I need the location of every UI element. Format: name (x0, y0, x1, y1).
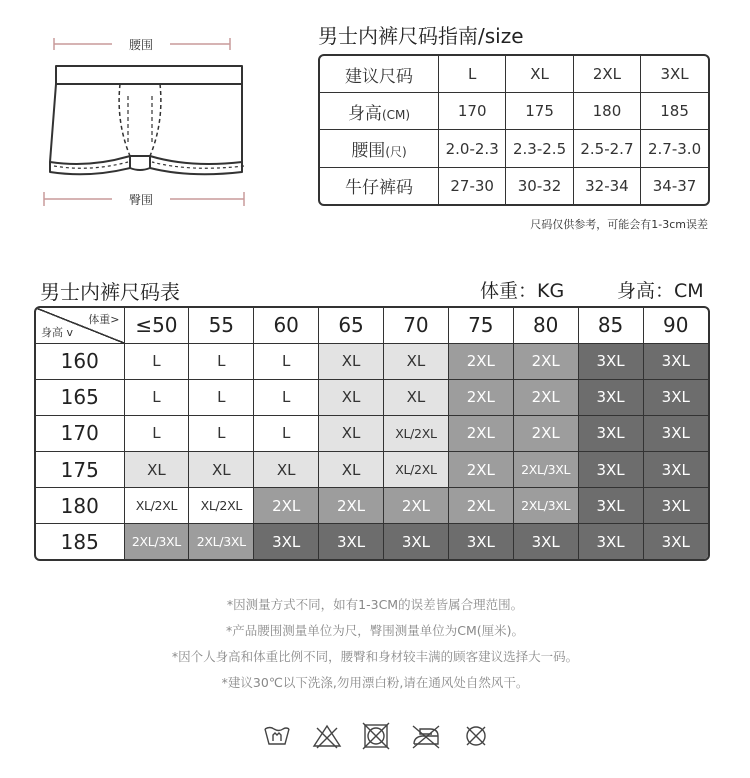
size-cell: 3XL (578, 415, 643, 451)
guide-cell: 2.7-3.0 (641, 130, 708, 167)
size-guide-table (318, 54, 710, 206)
size-table-corner (36, 308, 124, 343)
size-cell: 3XL (384, 524, 449, 559)
size-cell: 3XL (578, 524, 643, 559)
size-cell: 2XL (384, 488, 449, 524)
size-table-row (36, 379, 708, 415)
size-cell: 3XL (448, 524, 513, 559)
size-cell: 3XL (578, 343, 643, 379)
weight-header-cell: ≤50 (124, 308, 189, 343)
size-cell: L (189, 415, 254, 451)
size-cell: 3XL (513, 524, 578, 559)
size-cell: 2XL/3XL (189, 524, 254, 559)
guide-header-cell: 建议尺码 (320, 56, 439, 93)
briefs-icon (50, 66, 244, 174)
guide-cell: 27-30 (439, 167, 506, 204)
note-line: *因测量方式不同，如有1-3CM的误差皆属合理范围。 (226, 597, 524, 612)
size-cell: XL (319, 379, 384, 415)
size-cell: 3XL (643, 452, 708, 488)
size-cell: L (189, 343, 254, 379)
waist-label: 腰围 (128, 38, 154, 52)
size-cell: XL/2XL (189, 488, 254, 524)
size-cell: 2XL (448, 379, 513, 415)
no-tumble-dry-icon (363, 723, 389, 749)
guide-header-cell: 2XL (573, 56, 640, 93)
size-cell: XL (319, 452, 384, 488)
size-table (34, 306, 710, 561)
size-cell: 2XL (448, 343, 513, 379)
weight-header-cell: 60 (254, 308, 319, 343)
size-cell: 2XL (448, 415, 513, 451)
size-cell: XL (319, 343, 384, 379)
size-cell: XL/2XL (384, 415, 449, 451)
guide-row-label: 牛仔裤码 (320, 167, 439, 204)
height-row-label: 180 (36, 488, 124, 524)
note-line: *产品腰围测量单位为尺，臀围测量单位为CM(厘米)。 (225, 623, 525, 638)
height-row-label: 160 (36, 343, 124, 379)
weight-header-cell: 65 (319, 308, 384, 343)
height-row-label: 170 (36, 415, 124, 451)
size-cell: XL (254, 452, 319, 488)
size-cell: L (254, 379, 319, 415)
size-table-row (36, 524, 708, 559)
guide-cell: 32-34 (573, 167, 640, 204)
guide-row-label: 腰围(尺) (320, 130, 439, 167)
size-cell: 3XL (254, 524, 319, 559)
weight-header-cell: 55 (189, 308, 254, 343)
size-table-row (36, 343, 708, 379)
size-cell: 2XL (448, 488, 513, 524)
size-cell: 3XL (643, 415, 708, 451)
size-cell: 3XL (643, 524, 708, 559)
corner-weight-label: 体重> (88, 313, 120, 326)
size-cell: 3XL (578, 488, 643, 524)
size-cell: L (124, 379, 189, 415)
guide-cell: 170 (439, 93, 506, 130)
note-line: *因个人身高和体重比例不同，腰臀和身材较丰满的顾客建议选择大一码。 (171, 649, 579, 664)
hip-label: 臀围 (128, 193, 154, 207)
size-cell: 2XL (513, 415, 578, 451)
size-cell: 3XL (643, 488, 708, 524)
guide-row-label: 身高(CM) (320, 93, 439, 130)
no-iron-icon (413, 726, 439, 748)
no-bleach-icon (314, 726, 340, 748)
corner-height-label: 身高 v (41, 325, 74, 339)
guide-header-row (320, 56, 708, 93)
height-row-label: 165 (36, 379, 124, 415)
guide-header-cell: XL (506, 56, 573, 93)
guide-row-waist (320, 130, 708, 167)
size-cell: L (254, 415, 319, 451)
guide-cell: 2.5-2.7 (573, 130, 640, 167)
size-guide-note: 尺码仅供参考，可能会有1-3cm误差 (530, 218, 708, 231)
guide-cell: 34-37 (641, 167, 708, 204)
size-cell: XL/2XL (124, 488, 189, 524)
underwear-diagram (20, 22, 260, 222)
note-line: *建议30℃以下洗涤,勿用漂白粉,请在通风处自然风干。 (221, 675, 529, 690)
height-unit-label: 身高：CM (617, 280, 704, 302)
guide-cell: 180 (573, 93, 640, 130)
size-guide-title: 男士内裤尺码指南/size (318, 24, 524, 48)
weight-header-cell: 85 (578, 308, 643, 343)
size-table-row (36, 415, 708, 451)
size-cell: XL (124, 452, 189, 488)
size-cell: 2XL/3XL (513, 488, 578, 524)
size-table-header-row (36, 308, 708, 343)
size-cell: 3XL (643, 343, 708, 379)
guide-cell: 2.3-2.5 (506, 130, 573, 167)
guide-row-jeans (320, 167, 708, 204)
size-cell: 2XL (319, 488, 384, 524)
care-notes (0, 592, 750, 696)
height-row-label: 185 (36, 524, 124, 559)
hand-wash-icon (265, 728, 289, 745)
size-cell: 3XL (578, 379, 643, 415)
weight-header-cell: 80 (513, 308, 578, 343)
size-cell: L (124, 415, 189, 451)
size-table-row (36, 452, 708, 488)
weight-header-cell: 70 (384, 308, 449, 343)
guide-row-height (320, 93, 708, 130)
no-dry-clean-icon (467, 727, 485, 745)
size-table-title: 男士内裤尺码表 (40, 280, 180, 304)
size-cell: L (254, 343, 319, 379)
size-cell: 2XL (254, 488, 319, 524)
size-table-row (36, 488, 708, 524)
size-cell: L (189, 379, 254, 415)
weight-header-cell: 90 (643, 308, 708, 343)
guide-header-cell: L (439, 56, 506, 93)
size-cell: XL (319, 415, 384, 451)
weight-unit-label: 体重：KG (480, 280, 565, 302)
size-cell: XL (384, 343, 449, 379)
weight-header-cell: 75 (448, 308, 513, 343)
height-row-label: 175 (36, 452, 124, 488)
size-cell: XL (189, 452, 254, 488)
guide-cell: 185 (641, 93, 708, 130)
size-cell: XL (384, 379, 449, 415)
size-cell: 2XL (513, 379, 578, 415)
care-icons (262, 722, 492, 750)
size-cell: 2XL (448, 452, 513, 488)
guide-cell: 175 (506, 93, 573, 130)
size-cell: 3XL (319, 524, 384, 559)
size-cell: 3XL (643, 379, 708, 415)
size-cell: 2XL (513, 343, 578, 379)
guide-header-cell: 3XL (641, 56, 708, 93)
guide-cell: 30-32 (506, 167, 573, 204)
guide-cell: 2.0-2.3 (439, 130, 506, 167)
size-cell: 2XL/3XL (124, 524, 189, 559)
size-cell: 3XL (578, 452, 643, 488)
size-cell: XL/2XL (384, 452, 449, 488)
size-cell: L (124, 343, 189, 379)
size-cell: 2XL/3XL (513, 452, 578, 488)
